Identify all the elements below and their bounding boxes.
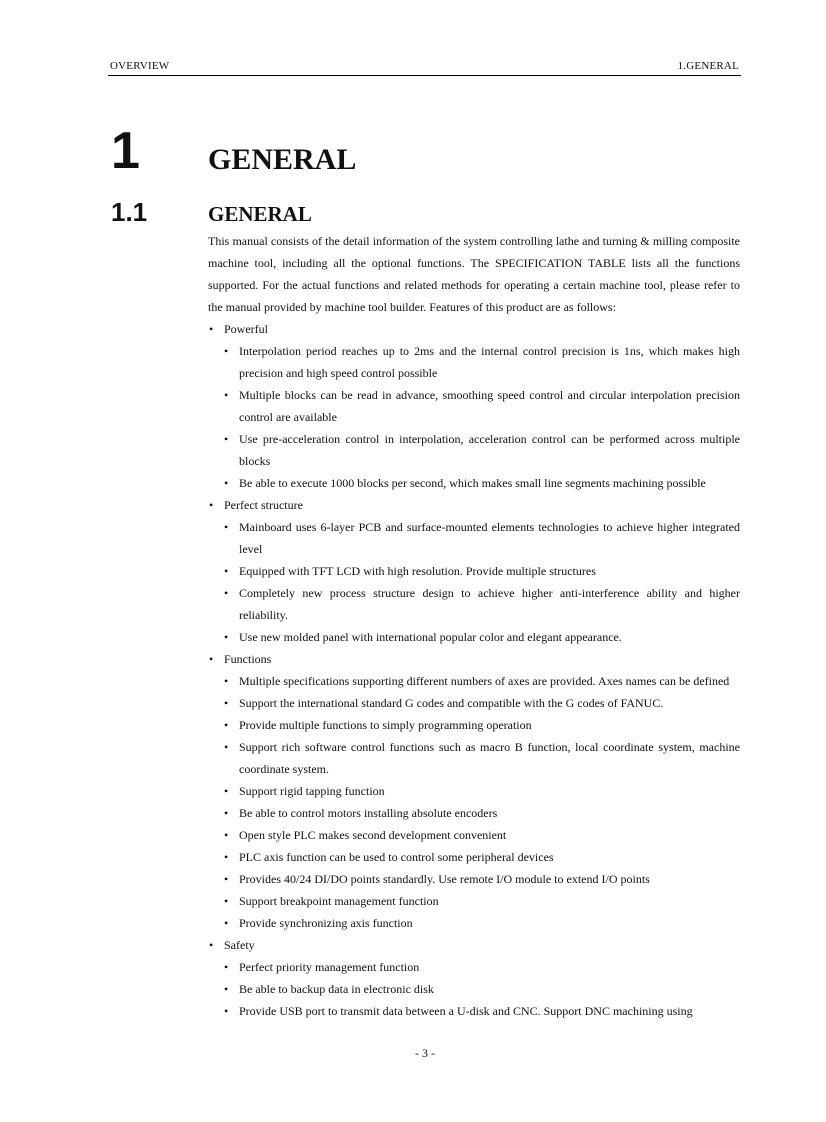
feature-item: • Support rich software control functions such as macro B function, local coordinate system, machine coordinate system. — [224, 736, 740, 780]
section-body — [208, 230, 740, 1022]
intro-paragraph: This manual consists of the detail information of the system controlling lathe and turning & milling composite machine tool, including all the optional functions. The SPECIFICATION TABLE lists all the functions supported. For the actual functions and related methods for operating a certain machine tool, please refer to the manual provided by machine tool builder. Features of this product are as follows: — [208, 234, 740, 314]
feature-list — [208, 318, 740, 1022]
section-number: 1.1 — [111, 197, 148, 227]
feature-item: • Perfect priority management function — [224, 956, 740, 978]
chapter-number: 1 — [111, 122, 140, 180]
feature-item: • Provide USB port to transmit data between a U-disk and CNC. Support DNC machining using — [224, 1000, 740, 1022]
feature-item: • Use pre-acceleration control in interpolation, acceleration control can be performed across multiple blocks — [224, 428, 740, 472]
feature-item: • Open style PLC makes second development convenient — [224, 824, 740, 846]
page-header — [108, 59, 741, 76]
feature-item: • Use new molded panel with international popular color and elegant appearance. — [224, 626, 740, 648]
header-right: 1.GENERAL — [677, 60, 739, 72]
feature-group-label: Perfect structure — [224, 498, 303, 512]
feature-item-list — [224, 956, 740, 1022]
feature-group-label: Functions — [224, 652, 272, 666]
feature-item: • PLC axis function can be used to control some peripheral devices — [224, 846, 740, 868]
feature-item: • Mainboard uses 6-layer PCB and surface-mounted elements technologies to achieve higher integrated level — [224, 516, 740, 560]
feature-item: • Multiple blocks can be read in advance, smoothing speed control and circular interpolation precision control are available — [224, 384, 740, 428]
feature-item-list — [224, 340, 740, 494]
feature-item: • Completely new process structure design to achieve higher anti-interference ability and higher reliability. — [224, 582, 740, 626]
feature-item: • Be able to backup data in electronic disk — [224, 978, 740, 1000]
feature-group — [208, 318, 740, 494]
chapter-title: GENERAL — [208, 143, 357, 176]
feature-item: • Provide multiple functions to simply programming operation — [224, 714, 740, 736]
feature-group-label: Powerful — [224, 322, 268, 336]
feature-item: • Provides 40/24 DI/DO points standardly. Use remote I/O module to extend I/O points — [224, 868, 740, 890]
feature-group — [208, 494, 740, 648]
feature-item: • Provide synchronizing axis function — [224, 912, 740, 934]
feature-item: • Support the international standard G codes and compatible with the G codes of FANUC. — [224, 692, 740, 714]
feature-group — [208, 648, 740, 934]
section-title: GENERAL — [208, 202, 312, 226]
feature-item-list — [224, 516, 740, 648]
feature-group-label: Safety — [224, 938, 255, 952]
feature-group — [208, 934, 740, 1022]
header-left: OVERVIEW — [110, 60, 170, 72]
feature-item: • Support breakpoint management function — [224, 890, 740, 912]
page-number: - 3 - — [415, 1046, 435, 1060]
feature-item: • Support rigid tapping function — [224, 780, 740, 802]
feature-item: • Be able to control motors installing absolute encoders — [224, 802, 740, 824]
feature-item-list — [224, 670, 740, 934]
feature-item: • Be able to execute 1000 blocks per second, which makes small line segments machining possible — [224, 472, 740, 494]
feature-item: • Multiple specifications supporting different numbers of axes are provided. Axes names can be defined — [224, 670, 740, 692]
feature-item: • Equipped with TFT LCD with high resolution. Provide multiple structures — [224, 560, 740, 582]
feature-item: • Interpolation period reaches up to 2ms and the internal control precision is 1ns, which makes high precision and high speed control possible — [224, 340, 740, 384]
